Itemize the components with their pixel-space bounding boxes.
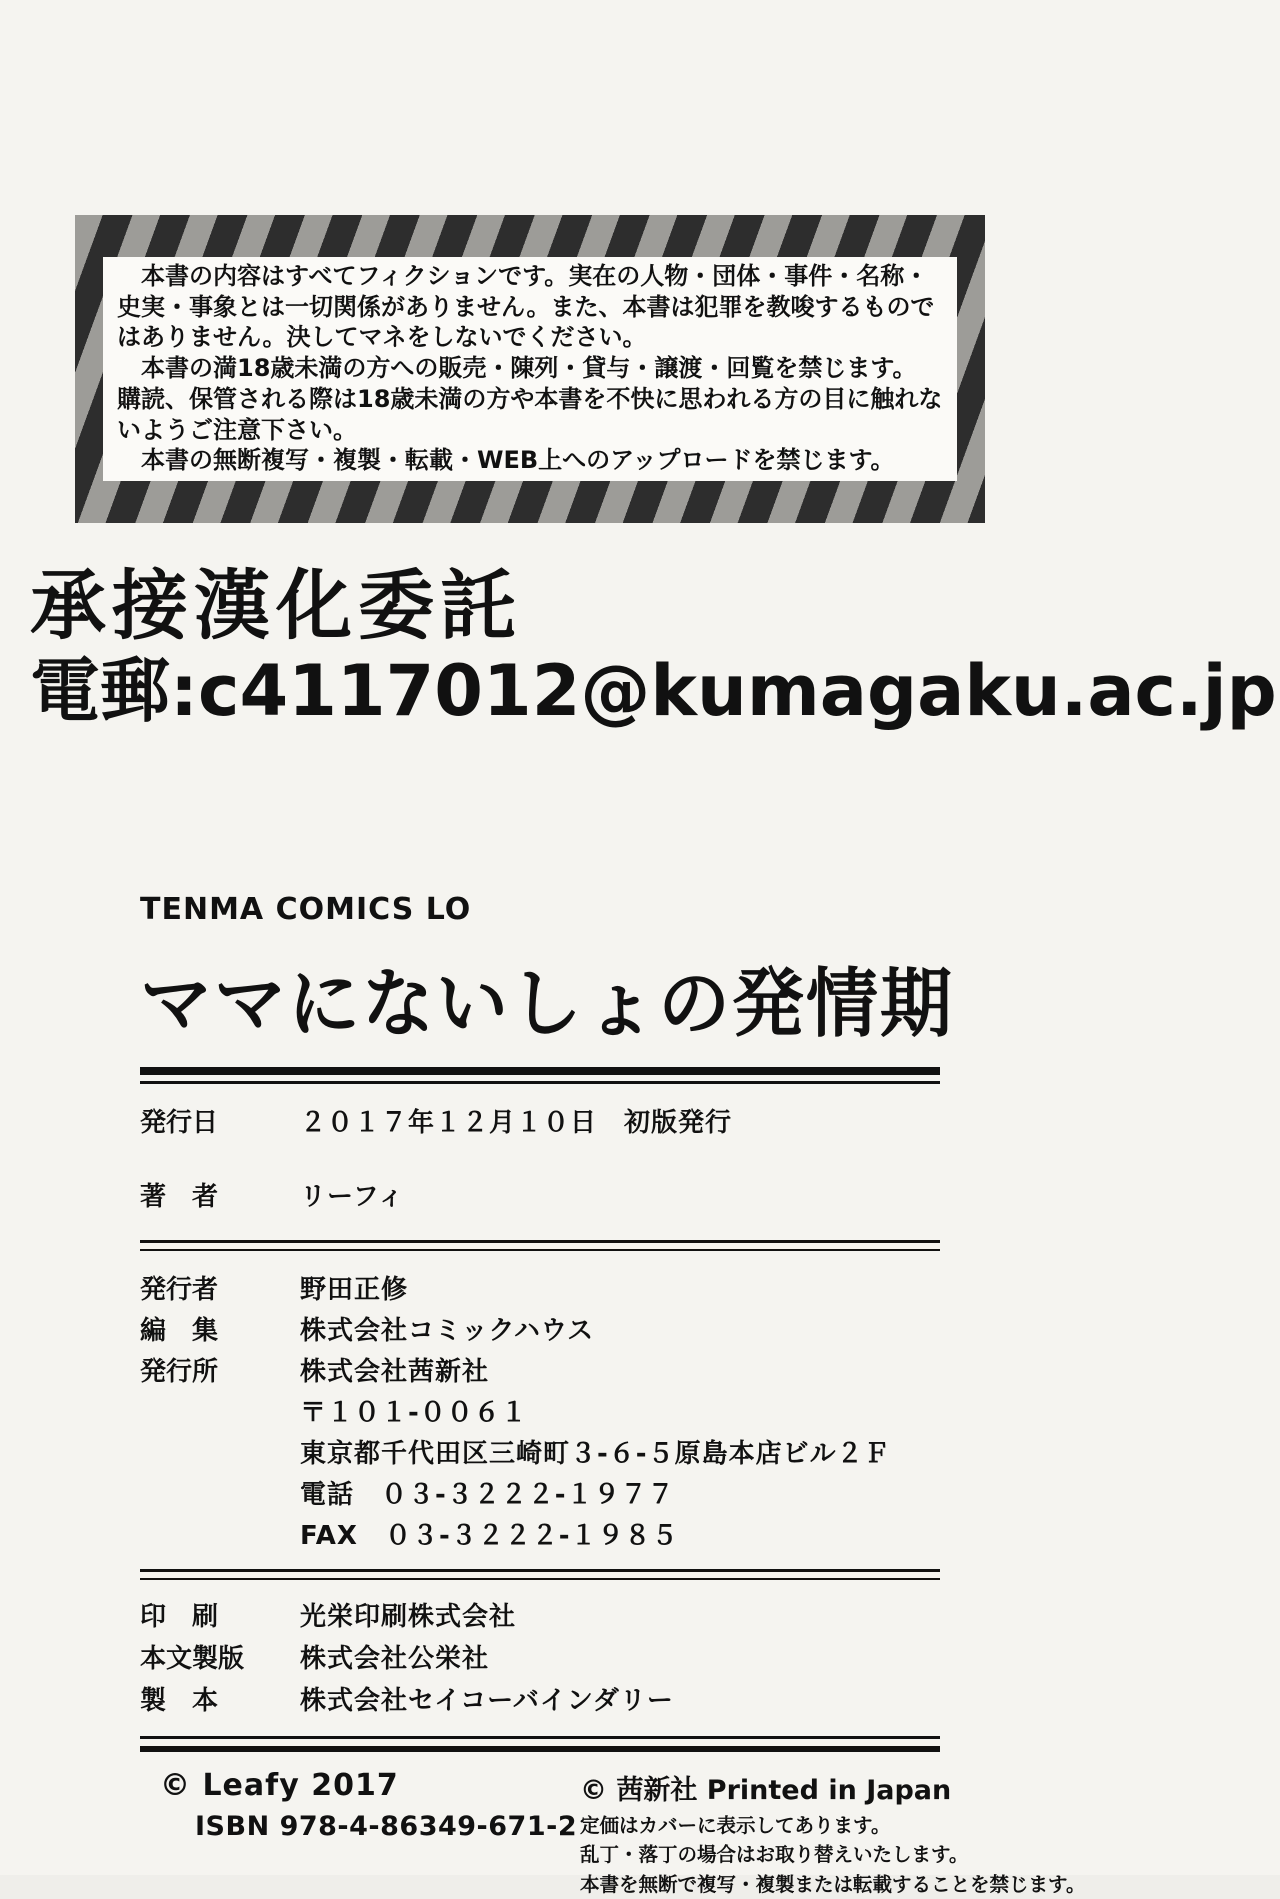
disclaimer-line: 本書の無断複写・複製・転載・WEB上へのアップロードを禁じます。 xyxy=(117,446,895,475)
footer-right xyxy=(580,1768,1085,1899)
table-row xyxy=(140,1646,940,1672)
disclaimer-line: 史実・事象とは一切関係がありません。また、本書は犯罪を教唆するもので xyxy=(117,292,935,321)
row-value: 東京都千代田区三崎町３-６-５原島本店ビル２Ｆ xyxy=(300,1439,891,1469)
translation-contact-email: 電郵:c4117012@kumagaku.ac.jp xyxy=(30,650,1277,733)
row-label: 印 刷 xyxy=(140,1602,219,1632)
disclaimer-line: 本書の満18歳未満の方への販売・陳列・貸与・譲渡・回覧を禁じます。 xyxy=(117,354,917,383)
table-row xyxy=(140,1482,940,1508)
table-row xyxy=(140,1400,940,1426)
table-row xyxy=(140,1277,940,1303)
table-row xyxy=(140,1184,940,1210)
row-value: 株式会社コミックハウス xyxy=(300,1316,595,1346)
translation-notice xyxy=(30,561,1277,733)
book-title: ママにないしょの発情期 xyxy=(140,959,955,1047)
row-value: 株式会社公栄社 xyxy=(300,1644,490,1674)
footer-notes xyxy=(580,1811,1085,1899)
table-row xyxy=(140,1441,940,1467)
row-label: 本文製版 xyxy=(140,1644,245,1674)
translation-notice-heading: 承接漢化委託 xyxy=(30,561,522,650)
colophon-footer xyxy=(140,1768,1086,1899)
publisher-rows xyxy=(140,1251,940,1569)
row-label: 編 集 xyxy=(140,1316,219,1346)
disclaimer-line: はありません。決してマネをしないでください。 xyxy=(117,323,647,352)
disclaimer-line: 購読、保管される際は18歳未満の方や本書を不快に思われる方の目に触れな xyxy=(117,384,943,413)
author-copyright: © Leafy 2017 xyxy=(160,1768,399,1803)
section-divider-rule xyxy=(140,1569,940,1580)
row-value: 株式会社茜新社 xyxy=(300,1357,490,1387)
footer-note: 定価はカバーに表示してあります。 xyxy=(580,1814,891,1837)
row-value: 電話 ０３-３２２２-１９７７ xyxy=(300,1480,675,1510)
row-value: 野田正修 xyxy=(300,1275,409,1305)
row-value: 株式会社セイコーバインダリー xyxy=(300,1686,674,1716)
row-value: 光栄印刷株式会社 xyxy=(300,1602,517,1632)
row-label: 発行日 xyxy=(140,1108,219,1138)
disclaimer-line: 本書の内容はすべてフィクションです。実在の人物・団体・事件・名称・ xyxy=(117,262,929,290)
printing-rows xyxy=(140,1580,940,1736)
row-value: FAX ０３-３２２２-１９８５ xyxy=(300,1521,679,1551)
footer-note: 乱丁・落丁の場合はお取り替えいたします。 xyxy=(580,1843,969,1867)
colophon-block xyxy=(140,892,1086,1899)
row-label: 発行者 xyxy=(140,1275,219,1305)
table-row xyxy=(140,1359,940,1385)
row-value: 〒１０１-００６１ xyxy=(300,1398,528,1428)
row-label: 製 本 xyxy=(140,1686,219,1716)
table-row xyxy=(140,1604,940,1630)
table-row xyxy=(140,1110,940,1136)
row-label: 発行所 xyxy=(140,1357,219,1387)
row-value: リーフィ xyxy=(300,1182,405,1212)
publisher-copyright: © 茜新社 Printed in Japan xyxy=(580,1775,952,1806)
table-row xyxy=(140,1318,940,1344)
table-row xyxy=(140,1523,940,1549)
isbn-number: ISBN 978-4-86349-671-2 xyxy=(195,1811,578,1842)
publication-rows-top xyxy=(140,1110,940,1240)
disclaimer-striped-frame xyxy=(75,215,985,523)
footer-left xyxy=(140,1768,580,1899)
section-divider-rule xyxy=(140,1240,940,1251)
footer-note: 本書を無断で複写・複製または転載することを禁じます。 xyxy=(580,1872,1086,1896)
table-row xyxy=(140,1688,940,1714)
row-value: ２０１７年１２月１０日 初版発行 xyxy=(300,1108,733,1138)
title-divider-rule xyxy=(140,1067,940,1084)
disclaimer-line: いようご注意下さい。 xyxy=(117,415,357,444)
bottom-divider-rule xyxy=(140,1736,940,1752)
row-label: 著 者 xyxy=(140,1182,219,1212)
imprint-label: TENMA COMICS LO xyxy=(140,892,472,927)
disclaimer-text-box xyxy=(103,257,957,481)
